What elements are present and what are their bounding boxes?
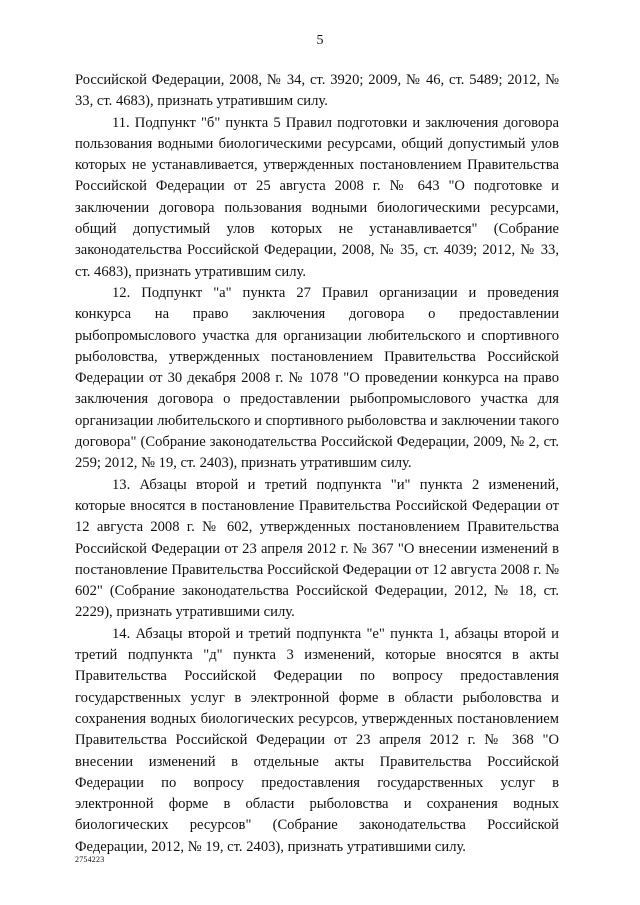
page-number: 5 xyxy=(316,33,324,48)
paragraph-item-14: 14. Абзацы второй и третий подпункта "е" пункта 1, абзацы второй и третий подпункта "д" пункта 3 изменений, которые вносятся в акты Правительства Российской Федерации по вопросу предоставления государственных услуг в электронной форме в области рыболовства и сохранения водных биологических ресурсов, утвержденных постановлением Правительства Российской Федерации от 23 апреля 2012 г. № 368 "О внесении изменений в отдельные акты Правительства Российской Федерации по вопросу предоставления государственных услуг в электронной форме в области рыболовства и сохранения водных биологических ресурсов" (Собрание законодательства Российской Федерации, 2012, № 19, ст. 2403), признать утратившими силу. xyxy=(75,625,559,855)
paragraph-continuation: Российской Федерации, 2008, № 34, ст. 3920; 2009, № 46, ст. 5489; 2012, № 33, ст. 4683), признать утратившим силу. xyxy=(75,72,559,110)
paragraph-item-12: 12. Подпункт "а" пункта 27 Правил организации и проведения конкурса на право заключения договора о предоставлении рыбопромыслового участка для организации любительского и спортивного рыболовства, утвержденных постановлением Правительства Российской Федерации от 30 декабря 2008 г. № 1078 "О проведении конкурса на право заключения договора о предоставлении рыбопромыслового участка для организации любительского и спортивного рыболовства и заключении такого договора" (Собрание законодательства Российской Федерации, 2009, № 2, ст. 259; 2012, № 19, ст. 2403), признать утратившим силу. xyxy=(75,284,559,472)
document-body xyxy=(75,70,559,858)
paragraph-item-13: 13. Абзацы второй и третий подпункта "и" пункта 2 изменений, которые вносятся в постановление Правительства Российской Федерации от 12 августа 2008 г. № 602, утвержденных постановлением Правительства Российской Федерации от 23 апреля 2012 г. № 367 "О внесении изменений в постановление Правительства Российской Федерации от 12 августа 2008 г. № 602" (Собрание законодательства Российской Федерации, 2012, № 18, ст. 2229), признать утратившими силу. xyxy=(75,476,559,621)
document-code: 2754223 xyxy=(75,855,105,864)
paragraph-item-11: 11. Подпункт "б" пункта 5 Правил подготовки и заключения договора пользования водными биологическими ресурсами, общий допустимый улов которых не устанавливается, утвержденных постановлением Правительства Российской Федерации от 25 августа 2008 г. № 643 "О подготовке и заключении договора пользования водными биологическими ресурсами, общий допустимый улов которых не устанавливается" (Собрание законодательства Российской Федерации, 2008, № 35, ст. 4039; 2012, № 33, ст. 4683), признать утратившим силу. xyxy=(75,114,559,280)
